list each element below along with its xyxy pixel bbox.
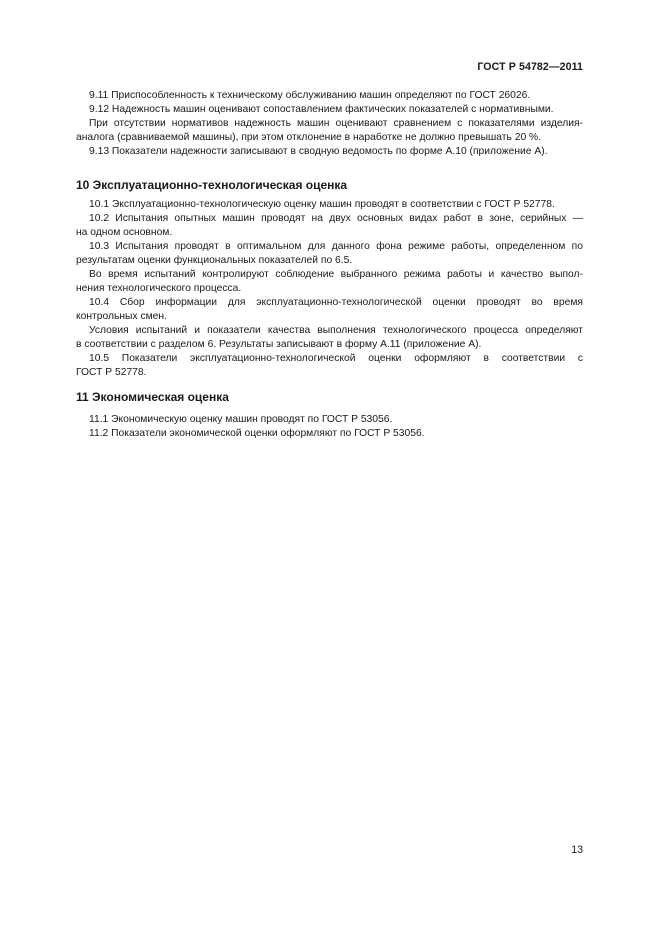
section-11-body xyxy=(76,413,583,441)
paragraph-9-13: 9.13 Показатели надежности записывают в сводную ведомость по форме А.10 (приложение А). xyxy=(89,146,548,157)
section-11-heading: 11 Экономическая оценка xyxy=(76,390,229,404)
paragraph-10-4-note: Условия испытаний и показатели качества выполнения технологического процесса определяют xyxy=(89,325,583,336)
paragraph-10-3-note: Во время испытаний контролируют соблюдение выбранного режима работы и качество выпол- xyxy=(89,269,583,280)
paragraph-11-1: 11.1 Экономическую оценку машин проводят по ГОСТ Р 53056. xyxy=(89,414,393,425)
section-9-tail xyxy=(76,89,583,159)
paragraph-10-3-cont: результатам оценки функциональных показателей по 6.5. xyxy=(76,255,353,266)
paragraph-10-4: 10.4 Сбор информации для эксплуатационно-технологической оценки проводят во время xyxy=(89,297,583,308)
paragraph-10-3: 10.3 Испытания проводят в оптимальном для данного фона режиме работы, определенном по xyxy=(89,241,583,252)
paragraph-10-1: 10.1 Эксплуатационно-технологическую оценку машин проводят в соответствии с ГОСТ Р 52778. xyxy=(89,199,555,210)
paragraph-9-12-cont-1: При отсутствии нормативов надежность машин оценивают сравнением с показателями изделия- xyxy=(89,118,583,129)
paragraph-11-2: 11.2 Показатели экономической оценки оформляют по ГОСТ Р 53056. xyxy=(89,428,425,439)
paragraph-10-4-cont: контрольных смен. xyxy=(76,311,167,322)
paragraph-10-5-cont: ГОСТ Р 52778. xyxy=(76,367,147,378)
paragraph-9-11: 9.11 Приспособленность к техническому обслуживанию машин определяют по ГОСТ 26026. xyxy=(89,90,531,101)
document-code-header: ГОСТ Р 54782—2011 xyxy=(477,61,583,73)
section-10-body xyxy=(76,198,583,380)
paragraph-10-2: 10.2 Испытания опытных машин проводят на двух основных видах работ в зоне, серийных — xyxy=(89,213,583,224)
page-number: 13 xyxy=(571,844,583,856)
paragraph-10-2-cont: на одном основном. xyxy=(76,227,173,238)
paragraph-10-4-note-cont: в соответствии с разделом 6. Результаты записывают в форму А.11 (приложение А). xyxy=(76,339,482,350)
paragraph-9-12: 9.12 Надежность машин оценивают сопоставлением фактических показателей с нормативными. xyxy=(89,104,554,115)
paragraph-10-5: 10.5 Показатели эксплуатационно-технологической оценки оформляют в соответствии с xyxy=(89,353,583,364)
section-10-heading: 10 Эксплуатационно-технологическая оценка xyxy=(76,178,348,192)
paragraph-9-12-cont-2: аналога (сравниваемой машины), при этом отклонение в наработке не должно превышать 20 %. xyxy=(76,132,542,143)
paragraph-10-3-note-cont: нения технологического процесса. xyxy=(76,283,242,294)
